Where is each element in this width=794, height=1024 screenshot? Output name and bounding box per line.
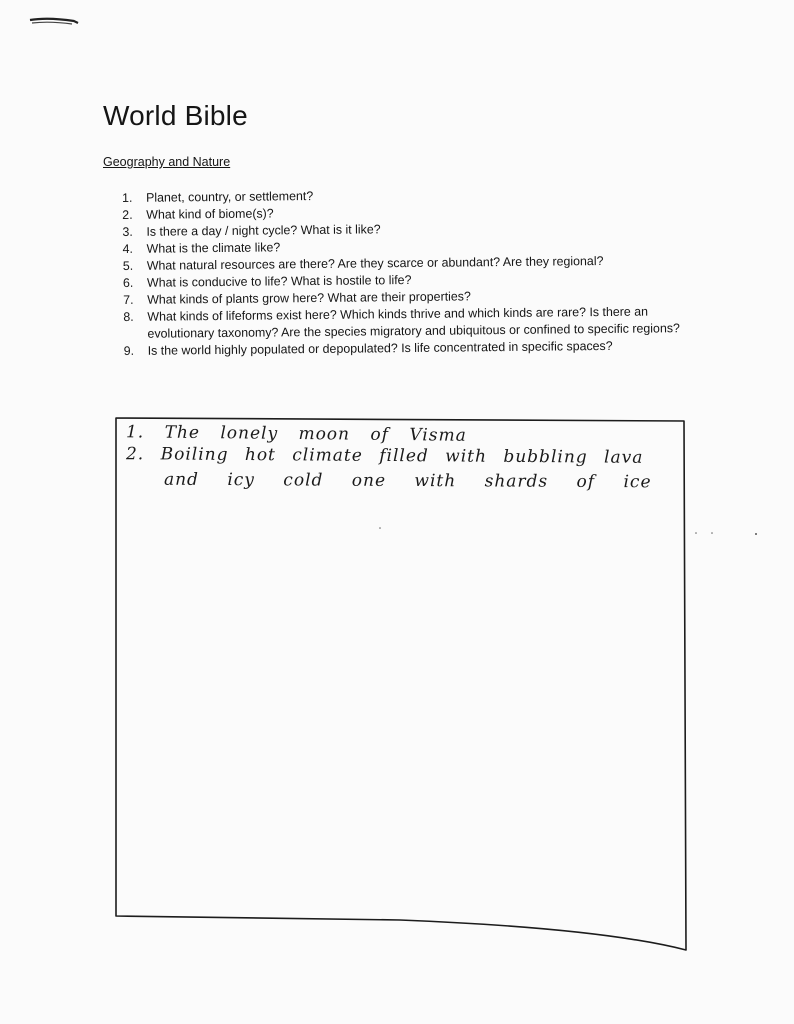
page-title: World Bible	[103, 100, 248, 131]
handwritten-answer-line: 1. The lonely moon of Visma	[125, 422, 467, 446]
handwritten-answer-line: 2. Boiling hot climate filled with bubbling lava	[125, 444, 644, 468]
question-item: 6. What is conducive to life? What is hostile to life?	[122, 272, 412, 290]
question-item: 4. What is the climate like?	[122, 240, 281, 256]
question-item: 2. What kind of biome(s)?	[122, 206, 274, 222]
handwritten-answer-line: and icy cold one with shards of ice	[163, 469, 652, 493]
section-heading: Geography and Nature	[103, 155, 231, 169]
question-item: 8. What kinds of lifeforms exist here? Which kinds thrive and which kinds are rare? Is there an evolutionary taxonomy? Are the species migratory and ubiquitous or confined to specific regions?	[123, 304, 680, 341]
question-item: 7. What kinds of plants grow here? What are their properties?	[123, 289, 471, 307]
question-item: 5. What natural resources are there? Are they scarce or abundant? Are they regional?	[122, 253, 604, 273]
question-item: 3. Is there a day / night cycle? What is it like?	[122, 222, 381, 239]
question-item: 1. Planet, country, or settlement?	[122, 188, 314, 205]
question-item: 9. Is the world highly populated or depopulated? Is life concentrated in specific spaces?	[123, 338, 613, 358]
